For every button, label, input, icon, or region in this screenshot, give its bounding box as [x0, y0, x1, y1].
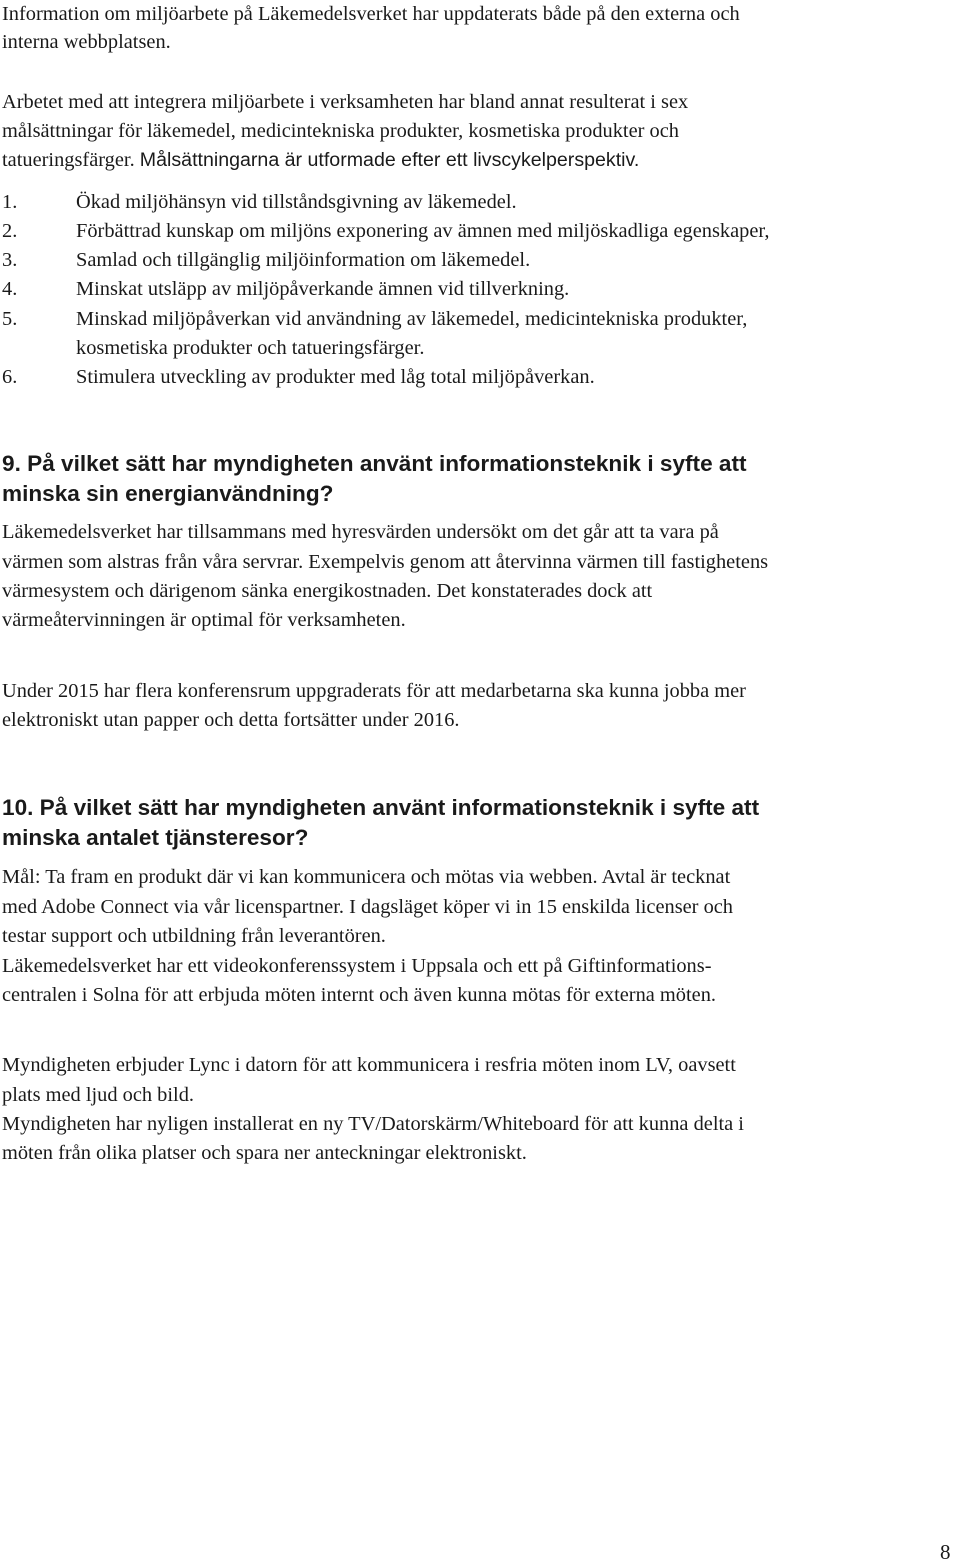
goal-item-4 — [2, 275, 569, 303]
q10-para2-line-3: Myndigheten har nyligen installerat en ny TV/Datorskärm/Whiteboard för att kunna delta i — [2, 1113, 744, 1135]
goal-number: 3. — [2, 249, 18, 271]
goal-item-6 — [2, 363, 595, 391]
q10-para1-line-3: testar support och utbildning från leverantören. — [2, 925, 386, 947]
goal-number: 1. — [2, 191, 18, 213]
q10-para1-line-5: centralen i Solna för att erbjuda möten internt och även kunna mötas för externa möten. — [2, 984, 716, 1006]
goal-text: Minskat utsläpp av miljöpåverkande ämnen vid tillverkning. — [76, 278, 570, 300]
p2-line-2: målsättningar för läkemedel, medicintekniska produkter, kosmetiska produkter och — [2, 120, 679, 142]
q9-para1-line-2: värmen som alstras från våra servrar. Exempelvis genom att återvinna värmen till fastighetens — [2, 551, 769, 573]
goal-text: Samlad och tillgänglig miljöinformation om läkemedel. — [76, 249, 531, 271]
intro-line-2: interna webbplatsen. — [2, 31, 171, 53]
goal-number: 4. — [2, 278, 18, 300]
p2-line-3-end: Målsättningarna är utformade efter ett livscykelperspektiv. — [139, 149, 640, 171]
q9-para2-line-2: elektroniskt utan papper och detta fortsätter under 2016. — [2, 709, 460, 731]
q9-para1-line-4: värmeåtervinningen är optimal för verksamheten. — [2, 609, 406, 631]
q10-heading-line-2: minska antalet tjänsteresor? — [2, 825, 309, 850]
q10-para1-line-1: Mål: Ta fram en produkt där vi kan kommunicera och mötas via webben. Avtal är tecknat — [2, 866, 731, 888]
q10-para1-line-2: med Adobe Connect via vår licenspartner. I dagsläget köper vi in 15 enskilda licenser och — [2, 896, 734, 918]
q10-para1-line-4: Läkemedelsverket har ett videokonferenssystem i Uppsala och ett på Giftinformations- — [2, 955, 712, 977]
q9-para1-line-3: värmesystem och därigenom sänka energikostnaden. Det konstaterades dock att — [2, 580, 653, 602]
q10-heading-line-1: 10. På vilket sätt har myndigheten använt informationsteknik i syfte att — [2, 795, 760, 820]
goal-number: 6. — [2, 366, 18, 388]
q9-heading-line-2: minska sin energianvändning? — [2, 481, 334, 506]
goal-item-3 — [2, 246, 530, 274]
q10-para2-line-1: Myndigheten erbjuder Lync i datorn för att kommunicera i resfria möten inom LV, oavsett — [2, 1054, 736, 1076]
goal-item-5 — [2, 305, 747, 333]
page-number: 8 — [940, 1540, 951, 1564]
goal-item-1 — [2, 188, 517, 216]
q9-heading-line-1: 9. På vilket sätt har myndigheten använt informationsteknik i syfte att — [2, 451, 747, 476]
goal-text: Ökad miljöhänsyn vid tillståndsgivning av läkemedel. — [76, 191, 517, 213]
goal-item-5-continued: kosmetiska produkter och tatueringsfärger. — [76, 337, 425, 359]
q10-para2-line-2: plats med ljud och bild. — [2, 1084, 194, 1106]
goal-number: 5. — [2, 308, 18, 330]
goal-number: 2. — [2, 220, 18, 242]
p2-line-3-start: tatueringsfärger. — [2, 149, 135, 171]
p2-line-1: Arbetet med att integrera miljöarbete i verksamheten har bland annat resulterat i sex — [2, 91, 689, 113]
q9-para1-line-1: Läkemedelsverket har tillsammans med hyresvärden undersökt om det går att ta vara på — [2, 521, 719, 543]
q9-para2-line-1: Under 2015 har flera konferensrum uppgraderats för att medarbetarna ska kunna jobba mer — [2, 680, 746, 702]
goal-text: Förbättrad kunskap om miljöns exponering av ämnen med miljöskadliga egenskaper, — [76, 220, 770, 242]
p2-line-3 — [2, 146, 639, 174]
intro-line-1: Information om miljöarbete på Läkemedelsverket har uppdaterats både på den externa och — [2, 3, 740, 25]
q10-para2-line-4: möten från olika platser och spara ner anteckningar elektroniskt. — [2, 1142, 527, 1164]
goal-text: Minskad miljöpåverkan vid användning av läkemedel, medicintekniska produkter, — [76, 308, 748, 330]
goal-text: Stimulera utveckling av produkter med låg total miljöpåverkan. — [76, 366, 595, 388]
goal-item-2 — [2, 217, 769, 245]
